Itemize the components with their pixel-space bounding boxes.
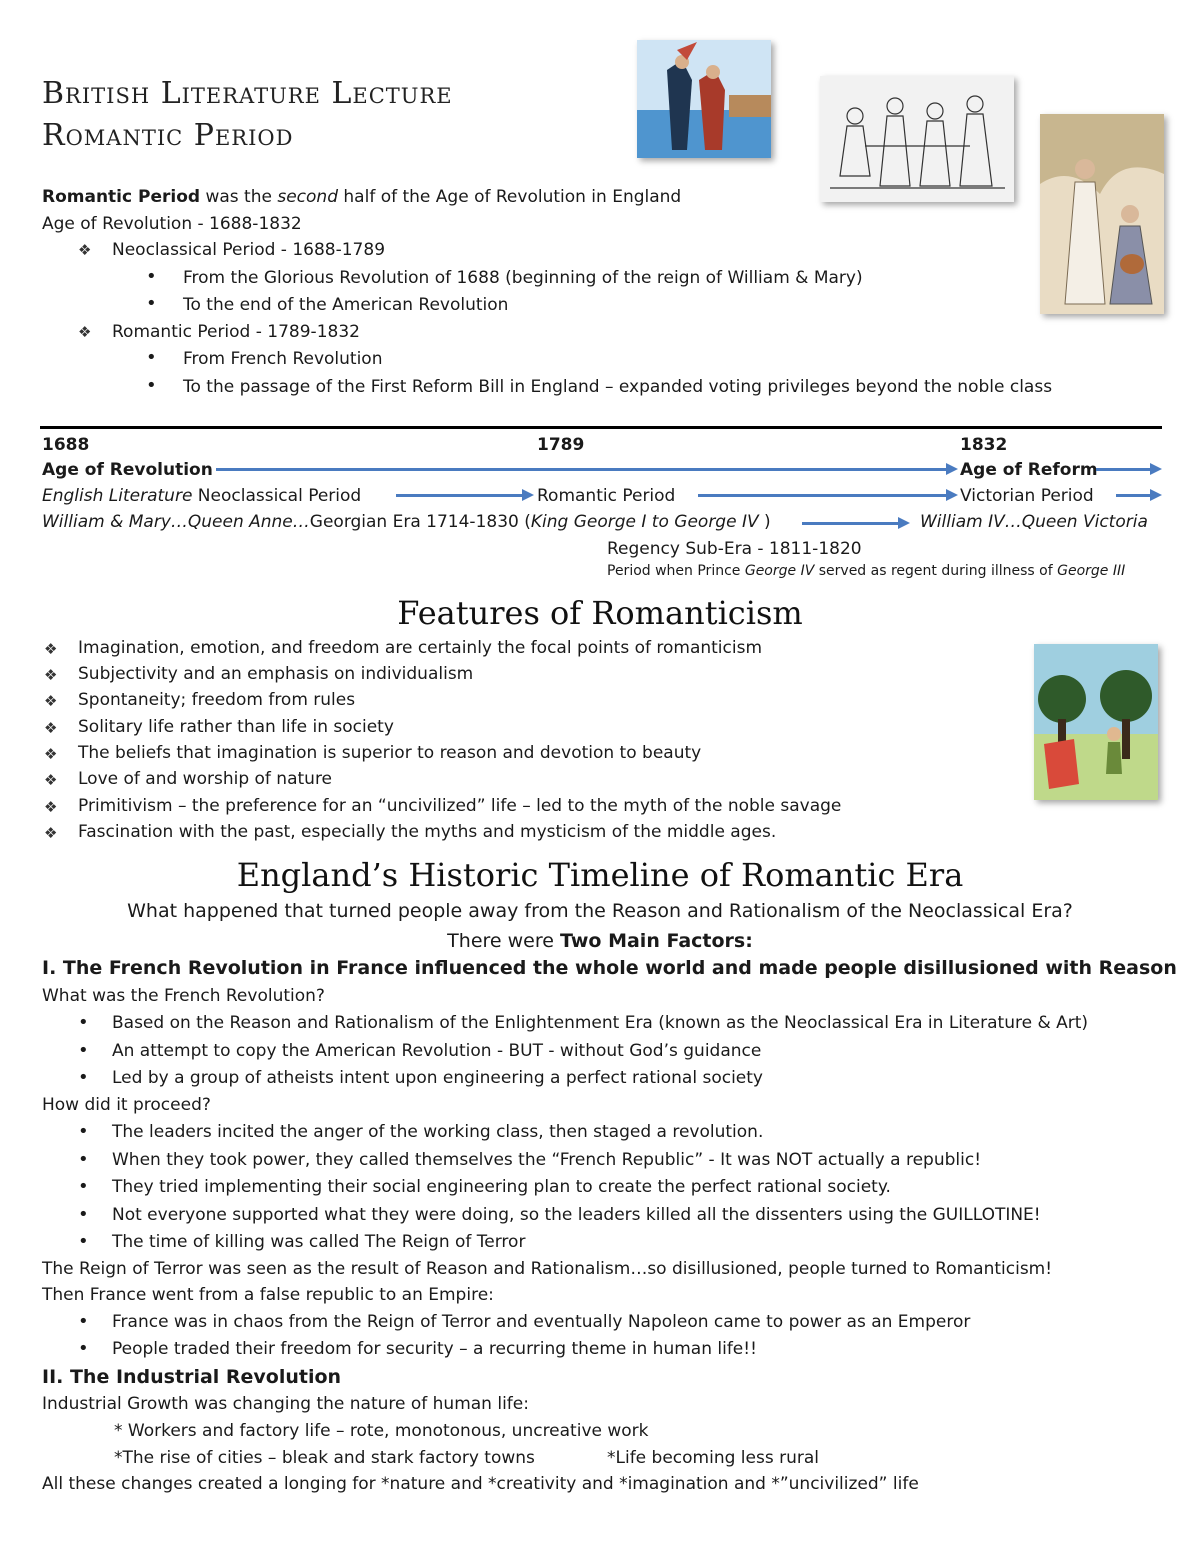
bullet-icon: • (78, 1040, 89, 1061)
timeline-arrow (802, 522, 906, 525)
section-divider (40, 426, 1162, 429)
year-1789: 1789 (537, 435, 585, 455)
history-question: What happened that turned people away from the Reason and Rationalism of the Neoclassical Era? (127, 900, 1073, 922)
reign-of-terror-line: The Reign of Terror was seen as the result of Reason and Rationalism…so disillusioned, people turned to Romanticism! (42, 1259, 1053, 1279)
bullet-icon: • (146, 347, 157, 368)
bullet-icon: • (78, 1204, 89, 1225)
children-garden-illustration (1034, 644, 1158, 800)
bullet-icon: • (146, 293, 157, 314)
year-1832: 1832 (960, 435, 1008, 455)
diamond-bullet-icon: ❖ (44, 771, 58, 789)
title-line-1: British Literature Lecture (42, 76, 453, 111)
year-1688: 1688 (42, 435, 90, 455)
feature-item: The beliefs that imagination is superior to reason and devotion to beauty (78, 743, 702, 763)
diamond-bullet-icon: ❖ (78, 323, 92, 341)
regency-note: Period when Prince George IV served as regent during illness of George III (607, 563, 1126, 579)
english-literature-neoclassical: English Literature Neoclassical Period (42, 486, 362, 506)
bullet-icon: • (146, 266, 157, 287)
question-1: What was the French Revolution? (42, 986, 325, 1006)
bullet-icon: • (78, 1121, 89, 1142)
question-2: How did it proceed? (42, 1095, 211, 1115)
industrial-line-2a: *The rise of cities – bleak and stark factory towns (114, 1448, 535, 1468)
regency-drawing-room-illustration (820, 76, 1014, 202)
q1-bullet: An attempt to copy the American Revolution - BUT - without God’s guidance (112, 1041, 762, 1061)
feature-item: Spontaneity; freedom from rules (78, 690, 356, 710)
q1-bullet: Based on the Reason and Rationalism of the Enlightenment Era (known as the Neoclassical Era in Literature & Art) (112, 1013, 1089, 1033)
diamond-bullet-icon: ❖ (44, 666, 58, 684)
feature-item: Imagination, emotion, and freedom are certainly the focal points of romanticism (78, 638, 763, 658)
feature-item: Fascination with the past, especially the myths and mysticism of the middle ages. (78, 822, 777, 842)
feature-item: Love of and worship of nature (78, 769, 333, 789)
empire-line: Then France went from a false republic to an Empire: (42, 1285, 494, 1305)
timeline-arrow (216, 468, 954, 471)
diamond-bullet-icon: ❖ (44, 692, 58, 710)
intro-line-2: Age of Revolution - 1688-1832 (42, 214, 302, 234)
neo-bullet-2: To the end of the American Revolution (183, 295, 509, 315)
regency-sub-era: Regency Sub-Era - 1811-1820 (607, 539, 862, 559)
diamond-bullet-icon: ❖ (44, 824, 58, 842)
closing-line: All these changes created a longing for *nature and *creativity and *imagination and *”uncivilized” life (42, 1474, 919, 1494)
bullet-icon: • (146, 375, 157, 396)
diamond-bullet-icon: ❖ (44, 745, 58, 763)
q2-bullet: The leaders incited the anger of the working class, then staged a revolution. (112, 1122, 764, 1142)
q2-bullet: The time of killing was called The Reign of Terror (112, 1232, 526, 1252)
empire-bullet: France was in chaos from the Reign of Terror and eventually Napoleon came to power as an Emperor (112, 1312, 971, 1332)
empire-bullet: People traded their freedom for security – a recurring theme in human life!! (112, 1339, 757, 1359)
timeline-romantic-period: Romantic Period (537, 486, 676, 506)
features-heading: Features of Romanticism (397, 594, 803, 632)
timeline-arrow (1096, 468, 1158, 471)
section-2-heading: II. The Industrial Revolution (42, 1366, 342, 1388)
neoclassical-period: Neoclassical Period - 1688-1789 (112, 240, 386, 260)
two-main-factors: There were Two Main Factors: (447, 930, 753, 952)
q2-bullet: Not everyone supported what they were doing, so the leaders killed all the dissenters using the GUILLOTINE! (112, 1205, 1041, 1225)
bullet-icon: • (78, 1338, 89, 1359)
romantic-period: Romantic Period - 1789-1832 (112, 322, 360, 342)
timeline-arrow (1116, 494, 1158, 497)
feature-item: Subjectivity and an emphasis on individualism (78, 664, 474, 684)
diamond-bullet-icon: ❖ (44, 640, 58, 658)
timeline-arrow (396, 494, 530, 497)
rom-bullet-1: From French Revolution (183, 349, 383, 369)
knights-illustration (637, 40, 771, 158)
industrial-line-2b: *Life becoming less rural (607, 1448, 819, 1468)
industrial-line-1: * Workers and factory life – rote, monotonous, uncreative work (114, 1421, 649, 1441)
diamond-bullet-icon: ❖ (44, 719, 58, 737)
age-of-reform: Age of Reform (960, 460, 1098, 480)
industrial-intro: Industrial Growth was changing the nature of human life: (42, 1394, 529, 1414)
rom-bullet-2: To the passage of the First Reform Bill in England – expanded voting privileges beyond the noble class (183, 377, 1053, 397)
section-1-heading: I. The French Revolution in France influenced the whole world and made people disillusioned with Reason (42, 957, 1177, 979)
history-heading: England’s Historic Timeline of Romantic Era (236, 856, 964, 894)
q2-bullet: They tried implementing their social engineering plan to create the perfect rational society. (112, 1177, 891, 1197)
feature-item: Solitary life rather than life in society (78, 717, 394, 737)
diamond-bullet-icon: ❖ (44, 798, 58, 816)
neo-bullet-1: From the Glorious Revolution of 1688 (beginning of the reign of William & Mary) (183, 268, 863, 288)
bullet-icon: • (78, 1311, 89, 1332)
bullet-icon: • (78, 1231, 89, 1252)
diamond-bullet-icon: ❖ (78, 241, 92, 259)
feature-item: Primitivism – the preference for an “uncivilized” life – led to the myth of the noble savage (78, 796, 842, 816)
intro-line-1: Romantic Period was the second half of the Age of Revolution in England (42, 187, 682, 207)
timeline-arrow (698, 494, 954, 497)
title-line-2: Romantic Period (42, 118, 294, 153)
bullet-icon: • (78, 1067, 89, 1088)
q2-bullet: When they took power, they called themselves the “French Republic” - It was NOT actually a republic! (112, 1150, 982, 1170)
bullet-icon: • (78, 1012, 89, 1033)
q1-bullet: Led by a group of atheists intent upon engineering a perfect rational society (112, 1068, 763, 1088)
bullet-icon: • (78, 1176, 89, 1197)
age-of-revolution: Age of Revolution (42, 460, 213, 480)
bullet-icon: • (78, 1149, 89, 1170)
regency-ladies-illustration (1040, 114, 1164, 314)
victorian-period: Victorian Period (960, 486, 1094, 506)
william-iv-victoria: William IV…Queen Victoria (920, 512, 1148, 532)
georgian-era-line: William & Mary…Queen Anne…Georgian Era 1714-1830 (King George I to George IV ) (42, 512, 771, 532)
